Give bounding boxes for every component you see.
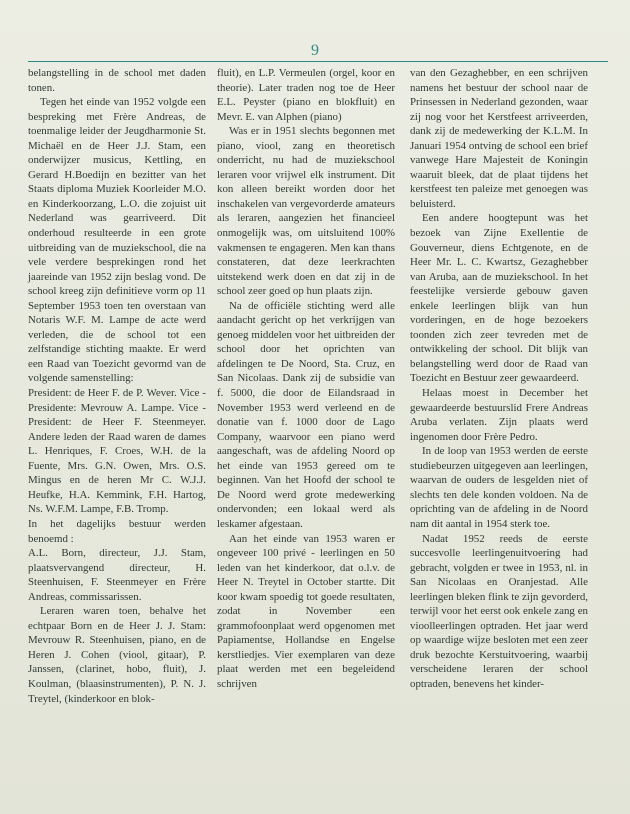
paragraph: Tegen het einde van 1952 volgde een bespreking met Frère Andreas, de toenmalige leider der Jeugdharmonie St. Michaël en de Heer J.J. Stam, een onderwijzer musicus, Kettling, en Gerard H.Boedijn en bezitter van het Staats diploma Muziek Koorleider M.O. en Kinderkoorzang, L.O. die zojuist uit Nederland was gearriveerd. Dit onderhoud resulteerde in een grote uitbreiding van de muziekschool, die na vele verdere besprekingen rond het jaareinde van 1952 zijn beslag vond. De school kreeg zijn definitieve vorm op 11 September 1953 toen ten overstaan van Notaris W.F. M. Lampe de acte werd verleden, die de school tot een zelfstandige stichting maakte. Er werd een Raad van Toezicht gevormd van de volgende samenstelling: [28,96,206,385]
paragraph: Helaas moest in December het gewaardeerde bestuurslid Frere Andreas Aruba verlaten. Zijn plaats werd ingenomen door Frère Pedro. [410,387,588,443]
paragraph: van den Gezaghebber, en een schrijven namens het bestuur der school naar de Prinsessen in Nederland gezonden, waar zij nog voor het Kerstfeest arriveerden, dank zij de medewerking der K.L.M. In Januari 1954 ontving de school een brief vanwege Hare Majesteit de Koningin waaruit bleek, dat de plaat tijdens het kerstfeest ten paleize met genoegen was beluisterd. [410,67,588,210]
text-column-2 [217,66,395,692]
paragraph: Leraren waren toen, behalve het echtpaar Born en de Heer J. J. Stam: Mevrouw R. Steenhuisen, piano, en de Heren J. Cohen (viool, gitaar), P. Janssen, (clarinet, hobo, fluit), J. Koulman, (blaasinstrumenten), P. N. J. Treytel, (kinderkoor en blok- [28,605,206,705]
paragraph: In het dagelijks bestuur werden benoemd : [28,517,206,545]
paragraph: President: de Heer F. de P. Wever. Vice - Presidente: Mevrouw A. Lampe. Vice - President: de Heer F. Steenmeyer. Andere leden der Raad waren de dames L. Henriques, F. Croes, W.H. de la Fuente, Mrs. G.N. Owen, Mrs. O.S. Mingus en de heren Mr C. W.J.J. Heufke, H.A. Kemmink, F.H. Hartog, Ns. W.F.M. Lampe, F.B. Tromp. [28,387,206,516]
paragraph: Aan het einde van 1953 waren er ongeveer 100 privé - leerlingen en 50 leden van het kinderkoor, dat o.l.v. de Heer N. Treytel in October startte. Dit koor kwam spoedig tot goede resultaten, zodat in November een grammofoonplaat werd opgenomen met Papiamentse, Hollandse en Engelse kerstliedjes. Vier exemplaren van deze plaat werden met een begeleidend schrijven [217,532,395,690]
paragraph: Was er in 1951 slechts begonnen met piano, viool, zang en theoretisch onderricht, nu had de muziekschool leraren voor vrijwel elk instrument. Dit kon alleen bereikt worden door het inschakelen van vergevorderde amateurs als leraren, aangezien het financieel onmogelijk was, om uitsluitend 100% vakmensen te engageren. Men kan thans constateren, dat deze leerkrachten uitstekend werk doen en dat zij in de school zeer goed op hun plaats zijn. [217,125,395,298]
paragraph: Na de officiële stichting werd alle aandacht gericht op het verkrijgen van genoeg middelen voor het uitbreiden der school door het oprichten van afdelingen te De Noord, Sta. Cruz, en San Nicolaas. Dank zij de subsidie van f. 5000, die door de Eilandsraad in November 1953 werd verleend en de donatie van f. 1000 door de Lago Company, waarvoor een piano werd aangeschaft, was de afdeling Noord op het einde van 1953 gereed om te beginnen. Van het Hoofd der school te De Noord werd grote medewerking ondervonden; een lokaal werd als leskamer afgestaan. [217,299,395,530]
paragraph: A.L. Born, directeur, J.J. Stam, plaatsvervangend directeur, H. Steenhuisen, F. Steenmeyer en Frère Andreas, commissarissen. [28,547,206,603]
page-number: 9 [311,42,319,59]
paragraph: belangstelling in de school met daden tonen. [28,67,206,94]
paragraph: Een andere hoogtepunt was het bezoek van Zijne Exellentie de Gouverneur, diens Echtgenote, en de Heer Mr. L. C. Kwartsz, Gezaghebber van Aruba, aan de muziekschool. In het feestelijke versierde gebouw gaven enkele leerlingen blijk van hun vorderingen, en de hoge bezoekers toonden zich zeer tevreden met de ontwikkeling der school. Dit blijk van belangstelling werd door de Raad van Toezicht en Bestuur zeer gewaardeerd. [410,212,588,385]
paragraph: fluit), en L.P. Vermeulen (orgel, koor en theorie). Later traden nog toe de Heer E.L. Peyster (piano en blokfluit) en Mevr. E. van Alphen (piano) [217,67,395,123]
paragraph: In de loop van 1953 werden de eerste studiebeurzen uitgegeven aan leerlingen, waarvan de ouders de lesgelden niet of slechts ten dele konden voldoen. Na de oprichting van de afdeling in de Noord nam dit aantal in 1954 sterk toe. [410,445,588,530]
text-column-1 [28,66,206,706]
header-rule [28,61,608,62]
text-column-3 [410,66,588,692]
paragraph: Nadat 1952 reeds de eerste succesvolle leerlingenuitvoering had gebracht, volgden er twee in 1953, nl. in San Nicolaas en Oranjestad. Alle leerlingen bleken flink te zijn gevorderd, terwijl voor het eerst ook enkele zang en vioolleerlingen optraden. Het jaar werd op waardige wijze besloten met een zeer druk bezochte Kerstuitvoering, waarbij verscheidene leraren der school optraden, benevens het kinder- [410,532,588,690]
